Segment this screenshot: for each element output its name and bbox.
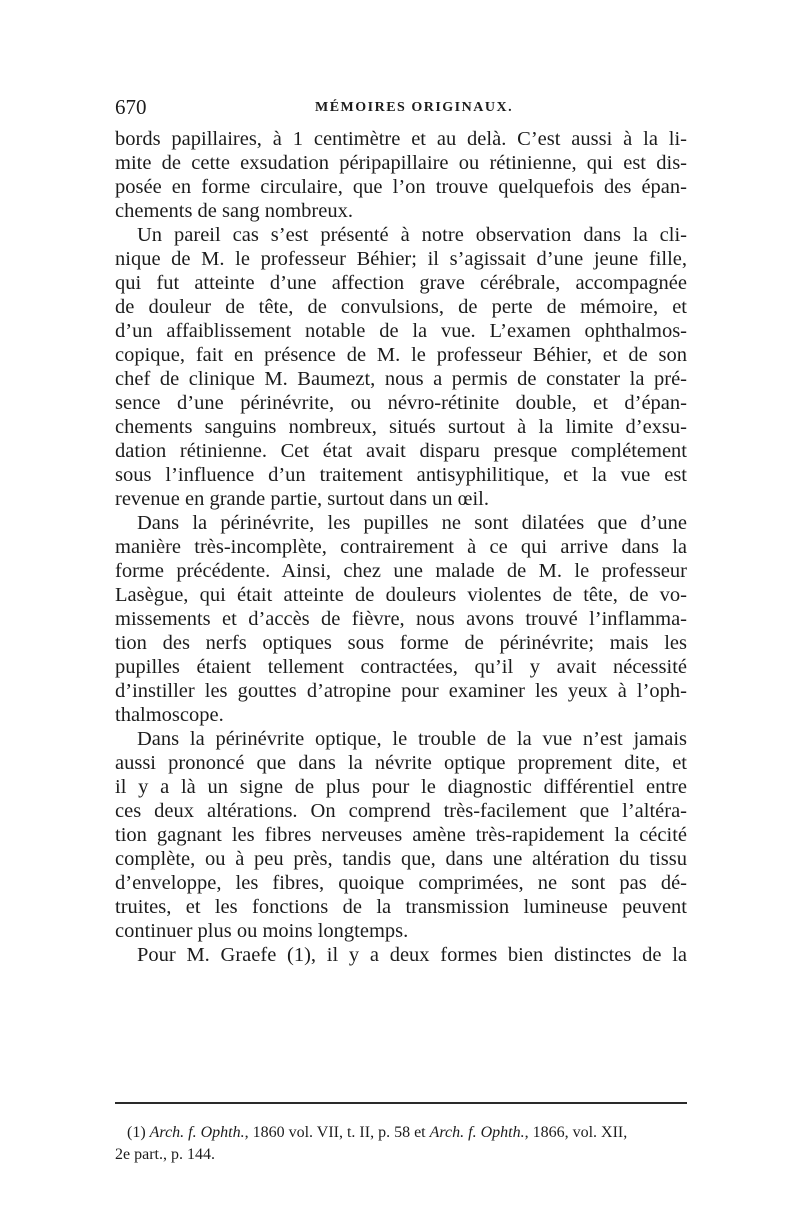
footnote-divider — [115, 1102, 687, 1104]
text-line: copique, fait en présence de M. le professeur Béhier, et de son — [115, 344, 687, 366]
text-line: tion des nerfs optiques sous forme de périnévrite; mais les — [115, 632, 687, 654]
text-line: bords papillaires, à 1 centimètre et au delà. C’est aussi à la li- — [115, 128, 687, 150]
text-line: qui fut atteinte d’une affection grave cérébrale, accompagnée — [115, 272, 687, 294]
footnote-marker: (1) — [127, 1124, 146, 1141]
text-line: revenue en grande partie, surtout dans un œil. — [115, 488, 490, 510]
text-line: nique de M. le professeur Béhier; il s’agissait d’une jeune fille, — [115, 248, 687, 270]
text-line: forme précédente. Ainsi, chez une malade de M. le professeur — [115, 560, 687, 582]
text-line: chef de clinique M. Baumezt, nous a permis de constater la pré- — [115, 368, 687, 390]
footnote-reference: Arch. f. Ophth. — [149, 1124, 245, 1141]
text-line: d’un affaiblissement notable de la vue. L’examen ophthalmos- — [115, 320, 687, 342]
text-line: d’instiller les gouttes d’atropine pour examiner les yeux à l’oph- — [115, 680, 687, 702]
footnote-line: 2e part., p. 144. — [115, 1146, 215, 1163]
page-header — [115, 92, 685, 122]
footnote — [115, 1122, 687, 1166]
footnote-text: , 1866, vol. XII, — [524, 1124, 628, 1141]
text-line: Dans la périnévrite optique, le trouble de la vue n’est jamais — [137, 728, 687, 750]
text-line: manière très-incomplète, contrairement à ce qui arrive dans la — [115, 536, 687, 558]
text-line: missements et d’accès de fièvre, nous avons trouvé l’inflamma- — [115, 608, 687, 630]
text-line: d’enveloppe, les fibres, quoique comprimées, ne sont pas dé- — [115, 872, 687, 894]
text-line: sous l’influence d’un traitement antisyphilitique, et la vue est — [115, 464, 687, 486]
text-line: il y a là un signe de plus pour le diagnostic différentiel entre — [115, 776, 687, 798]
text-line: chements sanguins nombreux, situés surtout à la limite d’exsu- — [115, 416, 687, 438]
text-line: thalmoscope. — [115, 704, 224, 726]
text-line: truites, et les fonctions de la transmission lumineuse peuvent — [115, 896, 687, 918]
text-line: Un pareil cas s’est présenté à notre observation dans la cli- — [137, 224, 687, 246]
text-line: complète, ou à peu près, tandis que, dans une altération du tissu — [115, 848, 687, 870]
text-line: pupilles étaient tellement contractées, qu’il y avait nécessité — [115, 656, 687, 678]
text-line: Lasègue, qui était atteinte de douleurs violentes de tête, de vo- — [115, 584, 687, 606]
footnote-reference: Arch. f. Ophth. — [429, 1124, 525, 1141]
text-line: tion gagnant les fibres nerveuses amène très-rapidement la cécité — [115, 824, 687, 846]
footnote-line — [115, 1122, 687, 1144]
text-line: dation rétinienne. Cet état avait disparu presque complétement — [115, 440, 687, 462]
page-number: 670 — [115, 95, 147, 119]
text-line: Dans la périnévrite, les pupilles ne sont dilatées que d’une — [137, 512, 687, 534]
text-line: chements de sang nombreux. — [115, 200, 353, 222]
text-line: de douleur de tête, de convulsions, de perte de mémoire, et — [115, 296, 687, 318]
running-title: MÉMOIRES ORIGINAUX. — [315, 100, 514, 115]
text-line: Pour M. Graefe (1), il y a deux formes bien distinctes de la — [137, 944, 687, 966]
text-line: aussi prononcé que dans la névrite optique proprement dite, et — [115, 752, 687, 774]
text-line: ces deux altérations. On comprend très-facilement que l’altéra- — [115, 800, 687, 822]
text-line: continuer plus ou moins longtemps. — [115, 920, 409, 942]
text-line: sence d’une périnévrite, ou névro-rétinite double, et d’épan- — [115, 392, 687, 414]
footnote-text: , 1860 vol. VII, t. II, p. 58 et — [244, 1124, 430, 1141]
body-text — [115, 127, 687, 967]
text-line: posée en forme circulaire, que l’on trouve quelquefois des épan- — [115, 176, 687, 198]
text-line: mite de cette exsudation péripapillaire ou rétinienne, qui est dis- — [115, 152, 687, 174]
